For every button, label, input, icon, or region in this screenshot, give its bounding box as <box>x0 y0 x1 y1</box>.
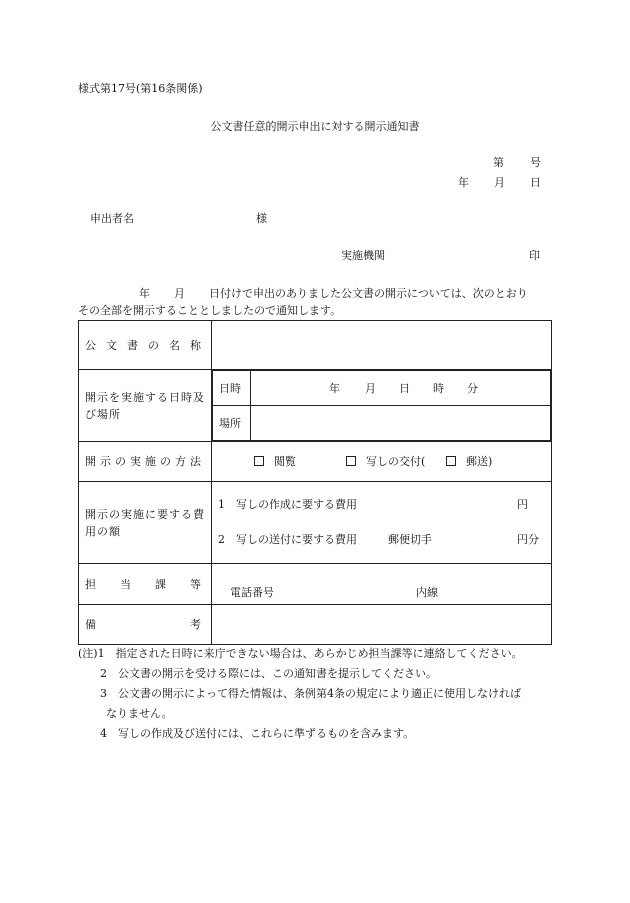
section-label: 担 当 課 等 <box>79 564 212 605</box>
cost-item-copy: 写しの作成に要する費用 <box>236 498 357 511</box>
row-section <box>79 564 552 605</box>
intro-year: 年 <box>139 287 150 300</box>
remarks-value[interactable] <box>212 605 552 645</box>
extension-label: 内線 <box>416 586 438 599</box>
doc-number-go: 号 <box>530 156 541 169</box>
option-inspection[interactable]: 閲覧 <box>254 454 296 469</box>
intro-month: 月 <box>174 287 185 300</box>
row-remarks <box>79 605 552 645</box>
phone-label: 電話番号 <box>230 586 274 599</box>
page-title: 公文書任意的開示申出に対する開示通知書 <box>210 120 420 133</box>
note-1: (注)1 指定された日時に来庁できない場合は、あらかじめ担当課等に連絡してください。 <box>78 647 523 660</box>
datetime-label: 日時 <box>213 371 251 406</box>
row-cost <box>79 482 552 564</box>
note-3: 3 公文書の開示によって得た情報は、条例第4条の規定により適正に使用しなければ <box>100 687 521 700</box>
seal-mark: 印 <box>529 249 540 262</box>
intro-line1: 日付けで申出のありました公文書の開示については、次のとおり <box>209 287 528 300</box>
cost-cell: 1 写しの作成に要する費用 円 2 写しの送付に要する費用 郵便切手 円分 <box>212 482 552 564</box>
checkbox-mail[interactable] <box>446 456 456 466</box>
note-3-continued: なりません。 <box>106 707 173 720</box>
document-name-label: 公 文 書 の 名 称 <box>79 321 212 370</box>
agency-label: 実施機関 <box>341 249 385 262</box>
notes <box>78 644 558 744</box>
disclosure-table <box>78 320 552 645</box>
applicant-label: 申出者名 <box>90 212 134 225</box>
section-value <box>212 564 552 605</box>
date-year: 年 <box>458 176 469 189</box>
applicant-suffix: 様 <box>256 212 267 225</box>
option-copy-delivery[interactable]: 写しの交付( <box>346 454 425 469</box>
row-datetime-place <box>79 370 552 442</box>
datetime-place-label: 開示を実施する日時及び場所 <box>79 370 212 442</box>
cost-label: 開示の実施に要する費用の額 <box>79 482 212 564</box>
datetime-value[interactable]: 年 月 日 時 分 <box>251 371 551 406</box>
method-label: 開 示 の 実 施 の 方 法 <box>79 442 212 482</box>
place-value[interactable] <box>251 406 551 441</box>
checkbox-inspection[interactable] <box>254 456 264 466</box>
place-label: 場所 <box>213 406 251 441</box>
doc-number-dai: 第 <box>493 156 504 169</box>
date-day: 日 <box>530 176 541 189</box>
datetime-place-cell <box>212 370 552 442</box>
option-mail[interactable]: 郵送) <box>446 454 492 469</box>
checkbox-copy-delivery[interactable] <box>346 456 356 466</box>
note-4: 4 写しの作成及び送付には、これらに準ずるものを含みます。 <box>100 727 415 740</box>
note-2: 2 公文書の開示を受ける際には、この通知書を提示してください。 <box>100 667 437 680</box>
row-method <box>79 442 552 482</box>
remarks-label: 備 考 <box>79 605 212 645</box>
intro-line2: その全部を開示することとしましたので通知します。 <box>78 304 342 317</box>
row-document-name <box>79 321 552 370</box>
date-month: 月 <box>494 176 505 189</box>
method-options <box>212 442 552 482</box>
document-name-value[interactable] <box>212 321 552 370</box>
form-number: 様式第17号(第16条関係) <box>78 82 203 95</box>
postage-stamp-label: 郵便切手 <box>388 533 432 546</box>
cost-item-delivery: 写しの送付に要する費用 <box>236 533 357 546</box>
